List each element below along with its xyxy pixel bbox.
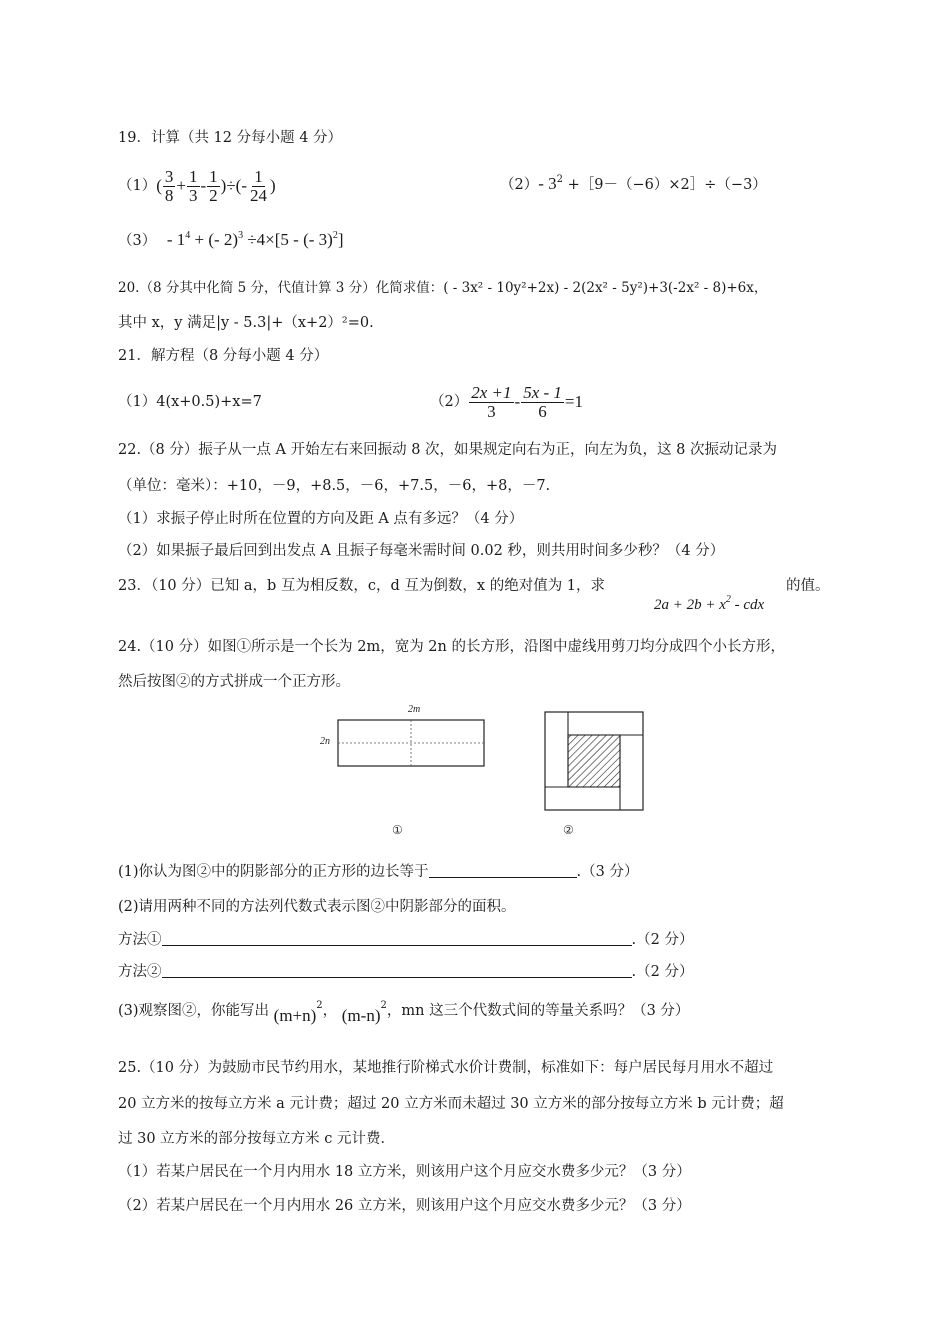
q19-part2: （2）- $3^2$ +［9－（−6）×2］÷（−3） — [500, 174, 767, 193]
q19-part1-expression: ( $\frac{3}{8}$ + $\frac{1}{3}$ - $\frac{1}{2}$ ) ÷(- $\frac{1}{24}$ ) — [156, 166, 276, 205]
q21-part2-label: （2） — [430, 394, 469, 410]
q19-part1-label: （1） — [118, 178, 157, 194]
figure-1-width-label: 2m — [408, 704, 421, 715]
q22-line1: 22.（8 分）振子从一点 A 开始左右来回振动 8 次，如果规定向右为正，向左为负，这 8 次振动记录为 — [118, 442, 777, 458]
q19-part3 — [118, 226, 344, 251]
q25-line2: 20 立方米的按每立方米 a 元计费；超过 20 立方米而未超过 30 立方米的部分按每立方米 b 元计费；超 — [118, 1096, 784, 1112]
q19-heading: 19．计算（共 12 分每小题 4 分） — [118, 130, 343, 146]
q25-part2: （2）若某户居民在一个月内用水 26 立方米，则该用户这个月应交水费多少元？（3 分） — [118, 1198, 691, 1214]
q22-part1: （1）求振子停止时所在位置的方向及距 A 点有多远？（4 分） — [118, 511, 524, 527]
q20-line1: 20.（8 分其中化简 5 分，代值计算 3 分）化简求值：( - 3x² - 10y²+2x) - 2(2x² - 5y²)+3(-2x² - 8)+6x， — [118, 280, 768, 296]
q24-method1: 方法① .（2 分） — [118, 932, 694, 948]
q24-part3: (3)观察图②，你能写出 $(m+n)^2$， $(m-n)^2$，mn 这三个代数式间的等量关系吗？（3 分） — [118, 1000, 690, 1025]
q21-heading: 21．解方程（8 分每小题 4 分） — [118, 348, 329, 364]
q22-part2: （2）如果振子最后回到出发点 A 且振子每毫米需时间 0.02 秒，则共用时间多少秒？（4 分） — [118, 543, 725, 559]
q23-text: 23．（10 分）已知 a，b 互为相反数，c，d 互为倒数，x 的绝对值为 1，求 — [118, 578, 606, 594]
figure-2-shaded-square — [568, 735, 620, 787]
q24-part2: (2)请用两种不同的方法列代数式表示图②中阴影部分的面积。 — [118, 899, 516, 915]
figure-2-caption: ② — [563, 823, 574, 837]
q19-part1 — [118, 166, 276, 206]
q19-part2-label: （2） — [500, 177, 539, 193]
q19-part2-base: - 3 — [538, 174, 557, 193]
q19-part2-rest: +［9－（−6）×2］÷（−3） — [567, 177, 767, 193]
q22-line2: （单位：毫米）：+10，－9，+8.5，－6，+7.5，－6，+8，－7. — [118, 478, 551, 494]
q19-part3-expression: - $1^4$ + (- 2)$^3$ ÷4×[5 - (- 3)$^2$] — [166, 230, 344, 249]
q25-part1: （1）若某户居民在一个月内用水 18 立方米，则该用户这个月应交水费多少元？（3 分） — [118, 1164, 691, 1180]
q21-part1: （1）4(x+0.5)+x=7 — [118, 394, 262, 410]
q24-line2: 然后按图②的方式拼成一个正方形。 — [118, 674, 350, 690]
q24-line1: 24.（10 分）如图①所示是一个长为 2m，宽为 2n 的长方形，沿图中虚线用剪刀均分成四个小长方形， — [118, 639, 785, 655]
figure-1-caption: ① — [392, 823, 403, 837]
q24-part3-expr2: (m-n) — [341, 1006, 381, 1025]
q25-line3: 过 30 立方米的部分按每立方米 c 元计费． — [118, 1131, 396, 1147]
figure-1-height-label: 2n — [320, 736, 330, 747]
q24-part1: (1)你认为图②中的阴影部分的正方形的边长等于 .（3 分） — [118, 864, 639, 880]
q21-part2 — [430, 380, 583, 424]
figure-2-square — [535, 700, 655, 840]
q24-part1-answer-blank[interactable] — [429, 863, 577, 878]
q23-expression: $2a + 2b + x^2$ - cdx — [654, 594, 765, 613]
q24-method2: 方法② .（2 分） — [118, 964, 694, 980]
q24-method2-answer-blank[interactable] — [162, 963, 632, 978]
q24-part3-expr1: (m+n) — [273, 1006, 317, 1025]
q19-part3-label: （3） — [118, 233, 157, 249]
q21-part2-equation: $\frac{2x +1}{3}$ - $\frac{5x - 1}{6}$ =1 — [471, 382, 583, 421]
q25-line1: 25.（10 分）为鼓励市民节约用水，某地推行阶梯式水价计费制，标准如下：每户居民每月用水不超过 — [118, 1060, 774, 1076]
figure-1-rectangle — [320, 700, 500, 840]
q20-line2: 其中 x，y 满足|y - 5.3|+（x+2）²=0. — [118, 315, 374, 331]
q23-tail: 的值。 — [786, 578, 830, 594]
q24-method1-answer-blank[interactable] — [162, 931, 632, 946]
